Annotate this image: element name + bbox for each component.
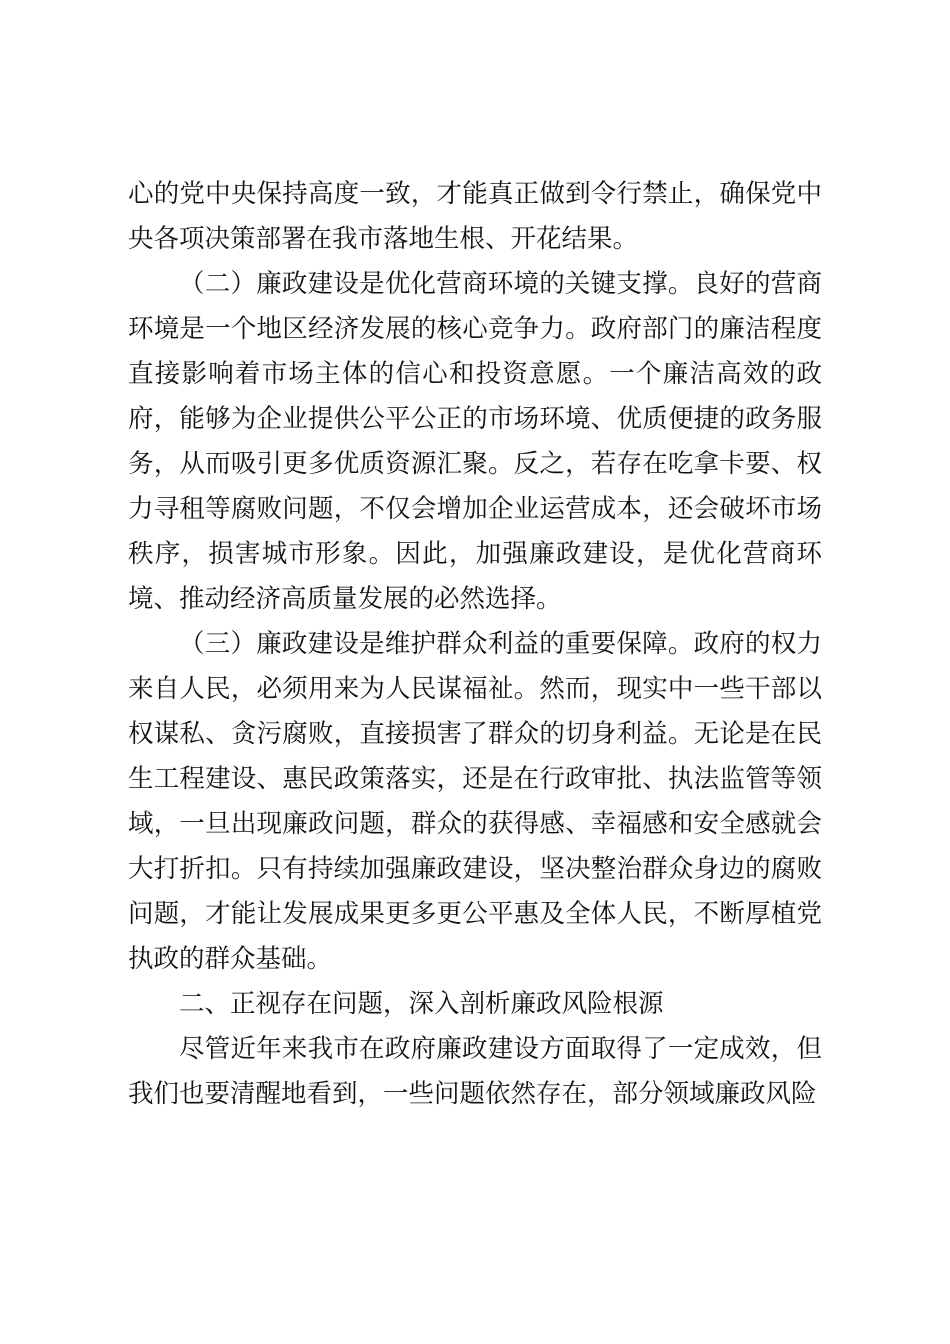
paragraph-intro-2: 尽管近年来我市在政府廉政建设方面取得了一定成效，但我们也要清醒地看到，一些问题依然存在，部分领域廉政风险	[128, 1034, 822, 1109]
paragraph-continuation: 心的党中央保持高度一致，才能真正做到令行禁止，确保党中央各项决策部署在我市落地生根、开花结果。	[128, 179, 822, 254]
paragraph-section-3: （三）廉政建设是维护群众利益的重要保障。政府的权力来自人民，必须用来为人民谋福祉。然而，现实中一些干部以权谋私、贪污腐败，直接损害了群众的切身利益。无论是在民生工程建设、惠民政策落实，还是在行政审批、执法监管等领域，一旦出现廉政问题，群众的获得感、幸福感和安全感就会大打折扣。只有持续加强廉政建设，坚决整治群众身边的腐败问题，才能让发展成果更多更公平惠及全体人民，不断厚植党执政的群众基础。	[128, 629, 822, 974]
paragraph-section-2: （二）廉政建设是优化营商环境的关键支撑。良好的营商环境是一个地区经济发展的核心竞争力。政府部门的廉洁程度直接影响着市场主体的信心和投资意愿。一个廉洁高效的政府，能够为企业提供公平公正的市场环境、优质便捷的政务服务，从而吸引更多优质资源汇聚。反之，若存在吃拿卡要、权力寻租等腐败问题，不仅会增加企业运营成本，还会破坏市场秩序，损害城市形象。因此，加强廉政建设，是优化营商环境、推动经济高质量发展的必然选择。	[128, 269, 822, 614]
body-text	[128, 172, 822, 1117]
section-heading-2: 二、正视存在问题，深入剖析廉政风险根源	[179, 989, 664, 1019]
